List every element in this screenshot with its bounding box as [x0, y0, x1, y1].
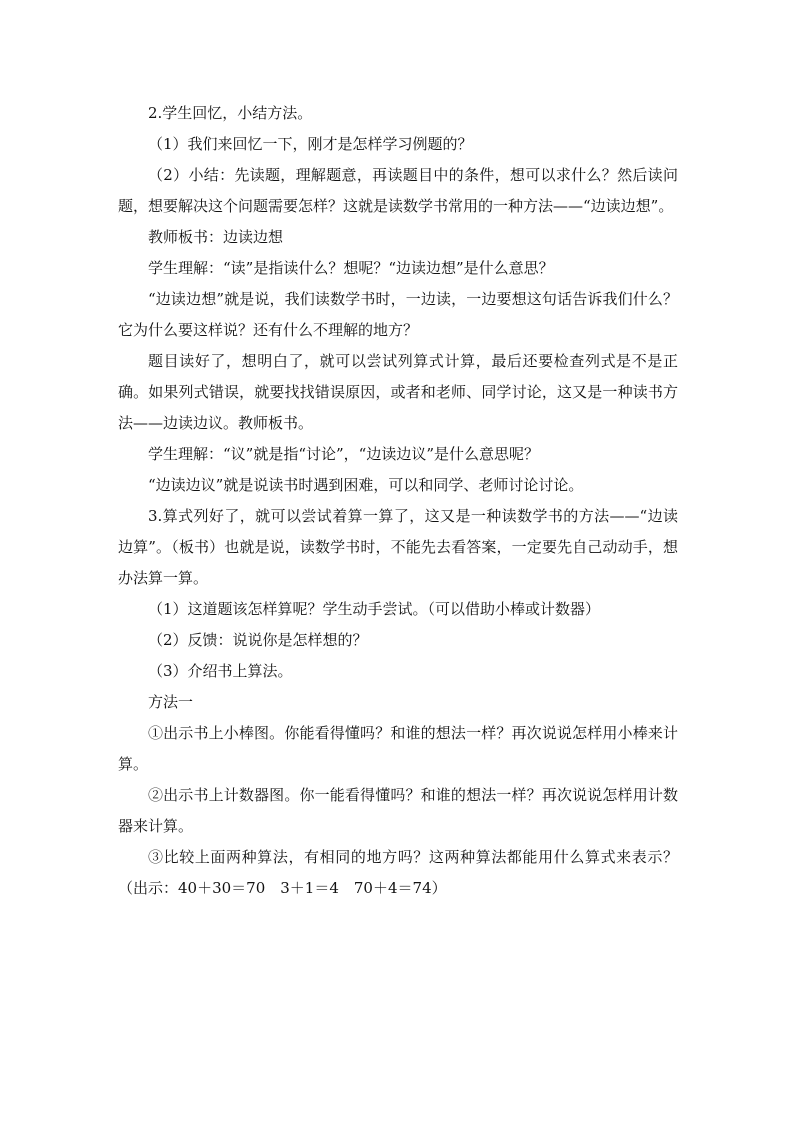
paragraph-15: ①出示书上小棒图。你能看得懂吗？和谁的想法一样？再次说说怎样用小棒来计算。: [118, 724, 678, 773]
paragraph-10: 3.算式列好了，就可以尝试着算一算了，这又是一种读数学书的方法——“边读边算”。（板书）也就是说，读数学书时，不能先去看答案，一定要先自己动动手，想办法算一算。: [118, 507, 678, 587]
paragraph-9: “边读边议”就是说读书时遇到困难，可以和同学、老师讨论讨论。: [148, 476, 584, 494]
paragraph-4: 教师板书：边读边想: [148, 228, 284, 246]
paragraph-6: “边读边想”就是说，我们读数学书时，一边读，一边要想这句话告诉我们什么？它为什么要这样说？还有什么不理解的地方？: [118, 290, 678, 339]
paragraph-3: （2）小结：先读题，理解题意，再读题目中的条件，想可以求什么？然后读问题，想要解决这个问题需要怎样？这就是读数学书常用的一种方法——“边读边想”。: [118, 166, 678, 215]
paragraph-11: （1）这道题该怎样算呢？学生动手尝试。（可以借助小棒或计数器）: [148, 600, 601, 618]
paragraph-16: ②出示书上计数器图。你一能看得懂吗？和谁的想法一样？再次说说怎样用计数器来计算。: [118, 786, 678, 835]
paragraph-2: （1）我们来回忆一下，刚才是怎样学习例题的？: [148, 135, 473, 153]
paragraph-12: （2）反馈：说说你是怎样想的？: [148, 631, 368, 649]
paragraph-17: ③比较上面两种算法，有相同的地方吗？这两种算法都能用什么算式来表示？（出示：40＋30＝70 3＋1＝4 70＋4＝74）: [118, 848, 678, 897]
paragraph-13: （3）介绍书上算法。: [148, 662, 293, 680]
paragraph-1: 2.学生回忆，小结方法。: [148, 104, 313, 122]
paragraph-8: 学生理解：“议”就是指“讨论”，“边读边议”是什么意思呢？: [148, 445, 540, 463]
document-body: [118, 98, 678, 904]
paragraph-5: 学生理解：“读”是指读什么？想呢？“边读边想”是什么意思？: [148, 259, 554, 277]
paragraph-14: 方法一: [148, 693, 194, 711]
paragraph-7: 题目读好了，想明白了，就可以尝试列算式计算，最后还要检查列式是不是正确。如果列式错误，就要找找错误原因，或者和老师、同学讨论，这又是一种读书方法——边读边议。教师板书。: [118, 352, 678, 432]
